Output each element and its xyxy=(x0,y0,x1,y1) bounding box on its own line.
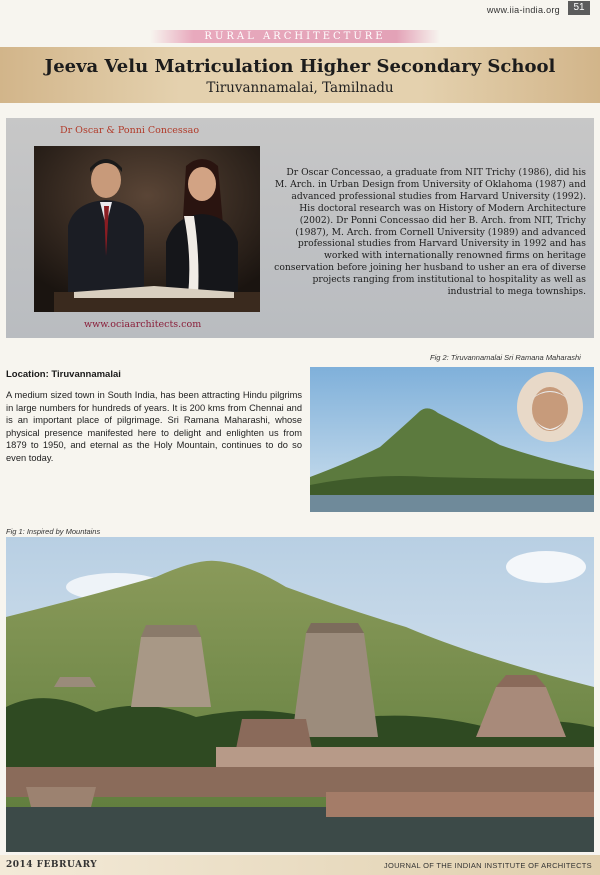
author-photo-illustration xyxy=(34,146,260,312)
page-number: 51 xyxy=(568,1,590,15)
page-subtitle: Tiruvannamalai, Tamilnadu xyxy=(206,80,394,96)
location-text: A medium sized town in South India, has been attracting Hindu pilgrims in large numbers for hundreds of years. It is 200 kms from Chennai and is an important place of pilgrimage. Sri Ramana Maharashi, whose physical presence manifested here to delight and enlighten us from 1879 to 1950, and eternal as the Holy Mountain, continues to do so even today. xyxy=(6,390,302,463)
mountain-illustration xyxy=(310,367,594,512)
section-ribbon: RURAL ARCHITECTURE xyxy=(150,30,440,43)
page-title: Jeeva Velu Matriculation Higher Secondary School xyxy=(44,56,556,77)
footer-date: 2014 FEBRUARY xyxy=(6,860,98,870)
author-photo xyxy=(34,146,260,312)
location-heading: Location: Tiruvannamalai xyxy=(6,369,121,380)
site-url: www.iia-india.org xyxy=(486,5,560,15)
fig1-caption: Fig 1: Inspired by Mountains xyxy=(6,527,101,536)
author-bio: Dr Oscar Concessao, a graduate from NIT Trichy (1986), did his M. Arch. in Urban Design from University of Oklahoma (1987) and advanced professional studies from Harvard University (1992). His doctoral research was on History of Modern Architecture (2002). Dr Ponni Concessao did her B. Arch. from NIT, Trichy (1987), M. Arch. from Cornell University (1989) and advanced professional studies from Harvard University in 1992 and has worked with internationally renowned firms on heritage conservation before joining her husband to usher an era of diverse projects ranging from institutional to hospitality as well as industrial to mega townships. xyxy=(274,167,586,298)
author-website-link[interactable]: www.ociaarchitects.com xyxy=(84,319,202,330)
fig1-temple-photo xyxy=(6,537,594,852)
temple-illustration xyxy=(6,537,594,852)
fig2-mountain-photo xyxy=(310,367,594,512)
fig2-caption: Fig 2: Tiruvannamalai Sri Ramana Maharashi xyxy=(430,353,581,362)
footer-journal-name: JOURNAL OF THE INDIAN INSTITUTE OF ARCHITECTS xyxy=(383,861,592,870)
author-caption: Dr Oscar & Ponni Concessao xyxy=(60,125,200,136)
